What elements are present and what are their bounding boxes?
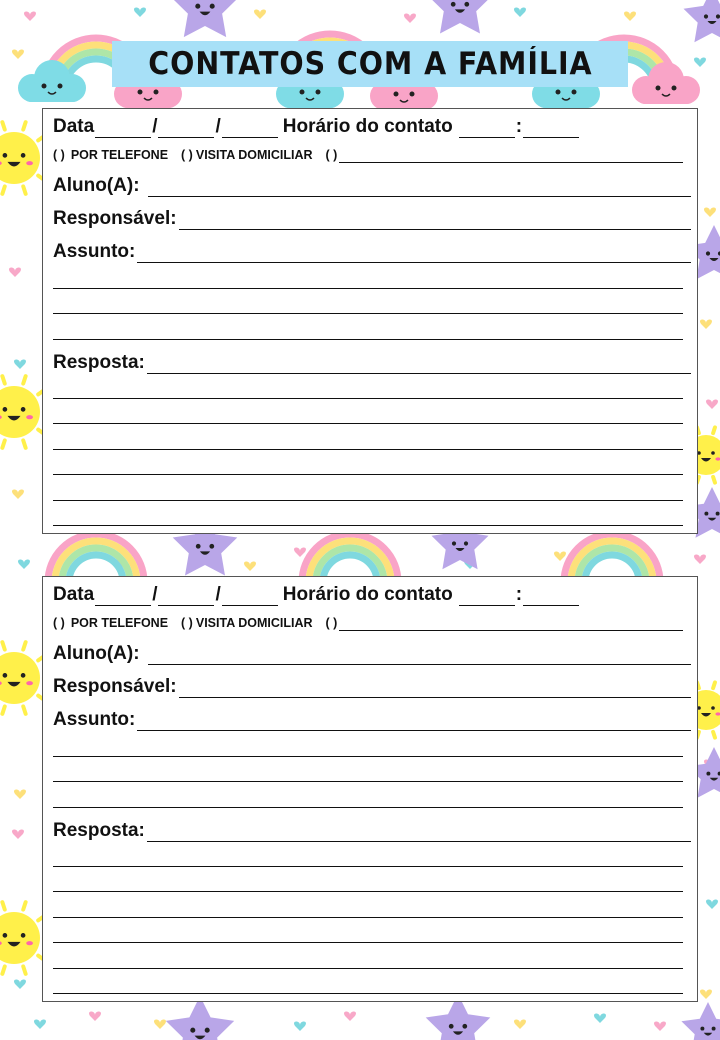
- checkbox-visit[interactable]: ( ): [181, 616, 193, 630]
- answer-line[interactable]: [53, 993, 683, 994]
- title-banner: [112, 41, 628, 87]
- guardian-label: Responsável:: [53, 676, 177, 697]
- time-minute-field[interactable]: [523, 587, 579, 606]
- checkbox-other[interactable]: ( ): [325, 616, 338, 630]
- date-month-field[interactable]: [158, 119, 214, 138]
- subject-row: [53, 241, 691, 263]
- heart-icon: [694, 58, 706, 67]
- date-year-field[interactable]: [222, 119, 278, 138]
- time-label: Horário do contato: [282, 584, 453, 605]
- answer-row: [53, 352, 691, 374]
- date-day-field[interactable]: [95, 587, 151, 606]
- contact-card-1: [42, 108, 698, 534]
- subject-line[interactable]: [53, 339, 683, 340]
- subject-label: Assunto:: [53, 241, 136, 262]
- answer-line[interactable]: [53, 917, 683, 918]
- answer-line[interactable]: [53, 891, 683, 892]
- heart-icon: [14, 980, 26, 989]
- heart-icon: [514, 1020, 526, 1029]
- contact-type-row: [53, 148, 683, 163]
- option-visit-label: VISITA DOMICILIAR: [195, 148, 313, 162]
- star-face-icon: [428, 0, 493, 34]
- heart-icon: [514, 8, 526, 17]
- heart-icon: [594, 1014, 606, 1023]
- date-label: Data: [53, 116, 95, 137]
- contact-type-row: [53, 616, 683, 631]
- other-field[interactable]: [339, 148, 683, 163]
- star-face-icon: [681, 1002, 720, 1040]
- guardian-row: [53, 676, 691, 698]
- heart-icon: [706, 900, 718, 909]
- heart-icon: [694, 555, 706, 564]
- date-time-row: [53, 584, 580, 606]
- page-title: CONTATOS COM A FAMÍLIA: [147, 46, 593, 82]
- heart-icon: [344, 1012, 356, 1021]
- rainbow-icon: [48, 534, 144, 582]
- heart-icon: [404, 14, 416, 23]
- star-face-icon: [684, 0, 720, 42]
- heart-icon: [18, 560, 30, 569]
- subject-line[interactable]: [53, 313, 683, 314]
- checkbox-phone[interactable]: ( ): [53, 616, 65, 630]
- heart-icon: [624, 12, 636, 21]
- answer-line[interactable]: [53, 500, 683, 501]
- rainbow-icon: [564, 534, 660, 582]
- heart-icon: [12, 830, 24, 839]
- heart-icon: [654, 1022, 666, 1031]
- heart-icon: [704, 208, 716, 217]
- rainbow-icon: [302, 534, 398, 582]
- checkbox-phone[interactable]: ( ): [53, 148, 65, 162]
- time-hour-field[interactable]: [459, 587, 515, 606]
- date-month-field[interactable]: [158, 587, 214, 606]
- answer-label: Resposta:: [53, 352, 145, 373]
- answer-line[interactable]: [53, 474, 683, 475]
- time-minute-field[interactable]: [523, 119, 579, 138]
- date-label: Data: [53, 584, 95, 605]
- heart-icon: [24, 12, 36, 21]
- date-year-field[interactable]: [222, 587, 278, 606]
- heart-icon: [706, 400, 718, 409]
- time-separator: :: [515, 584, 523, 605]
- heart-icon: [134, 8, 146, 17]
- date-separator: /: [215, 116, 221, 137]
- answer-line[interactable]: [53, 968, 683, 969]
- date-time-row: [53, 116, 580, 138]
- student-field[interactable]: [148, 178, 691, 197]
- subject-line[interactable]: [53, 756, 683, 757]
- answer-row: [53, 820, 691, 842]
- student-row: [53, 175, 691, 197]
- heart-icon: [700, 990, 712, 999]
- subject-line[interactable]: [53, 781, 683, 782]
- guardian-row: [53, 208, 691, 230]
- heart-icon: [254, 10, 266, 19]
- student-field[interactable]: [148, 646, 691, 665]
- subject-label: Assunto:: [53, 709, 136, 730]
- heart-icon: [34, 1020, 46, 1029]
- other-field[interactable]: [339, 616, 683, 631]
- heart-icon: [9, 268, 21, 277]
- heart-icon: [12, 490, 24, 499]
- answer-field[interactable]: [147, 823, 691, 842]
- answer-label: Resposta:: [53, 820, 145, 841]
- option-visit-label: VISITA DOMICILIAR: [195, 616, 313, 630]
- answer-line[interactable]: [53, 398, 683, 399]
- heart-icon: [89, 1012, 101, 1021]
- heart-icon: [12, 50, 24, 59]
- checkbox-visit[interactable]: ( ): [181, 148, 193, 162]
- answer-line[interactable]: [53, 866, 683, 867]
- subject-line[interactable]: [53, 288, 683, 289]
- student-row: [53, 643, 691, 665]
- subject-row: [53, 709, 691, 731]
- guardian-label: Responsável:: [53, 208, 177, 229]
- date-day-field[interactable]: [95, 119, 151, 138]
- answer-line[interactable]: [53, 423, 683, 424]
- heart-icon: [14, 360, 26, 369]
- heart-icon: [154, 1020, 166, 1029]
- answer-line[interactable]: [53, 525, 683, 526]
- date-separator: /: [152, 116, 158, 137]
- checkbox-other[interactable]: ( ): [325, 148, 338, 162]
- star-face-icon: [171, 0, 239, 37]
- heart-icon: [14, 790, 26, 799]
- student-label: Aluno(A):: [53, 643, 140, 664]
- guardian-field[interactable]: [179, 679, 691, 698]
- contact-card-2: [42, 576, 698, 1002]
- subject-field[interactable]: [137, 712, 691, 731]
- student-label: Aluno(A):: [53, 175, 140, 196]
- answer-line[interactable]: [53, 449, 683, 450]
- star-face-icon: [166, 996, 234, 1040]
- guardian-field[interactable]: [179, 211, 691, 230]
- time-label: Horário do contato: [282, 116, 453, 137]
- heart-icon: [244, 562, 256, 571]
- option-phone-label: POR TELEFONE: [70, 616, 169, 630]
- subject-line[interactable]: [53, 807, 683, 808]
- time-separator: :: [515, 116, 523, 137]
- date-separator: /: [215, 584, 221, 605]
- date-separator: /: [152, 584, 158, 605]
- heart-icon: [294, 1022, 306, 1031]
- answer-line[interactable]: [53, 942, 683, 943]
- heart-icon: [700, 320, 712, 329]
- option-phone-label: POR TELEFONE: [70, 148, 169, 162]
- heart-icon: [554, 552, 566, 561]
- answer-field[interactable]: [147, 355, 691, 374]
- heart-icon: [294, 548, 306, 557]
- subject-field[interactable]: [137, 244, 691, 263]
- time-hour-field[interactable]: [459, 119, 515, 138]
